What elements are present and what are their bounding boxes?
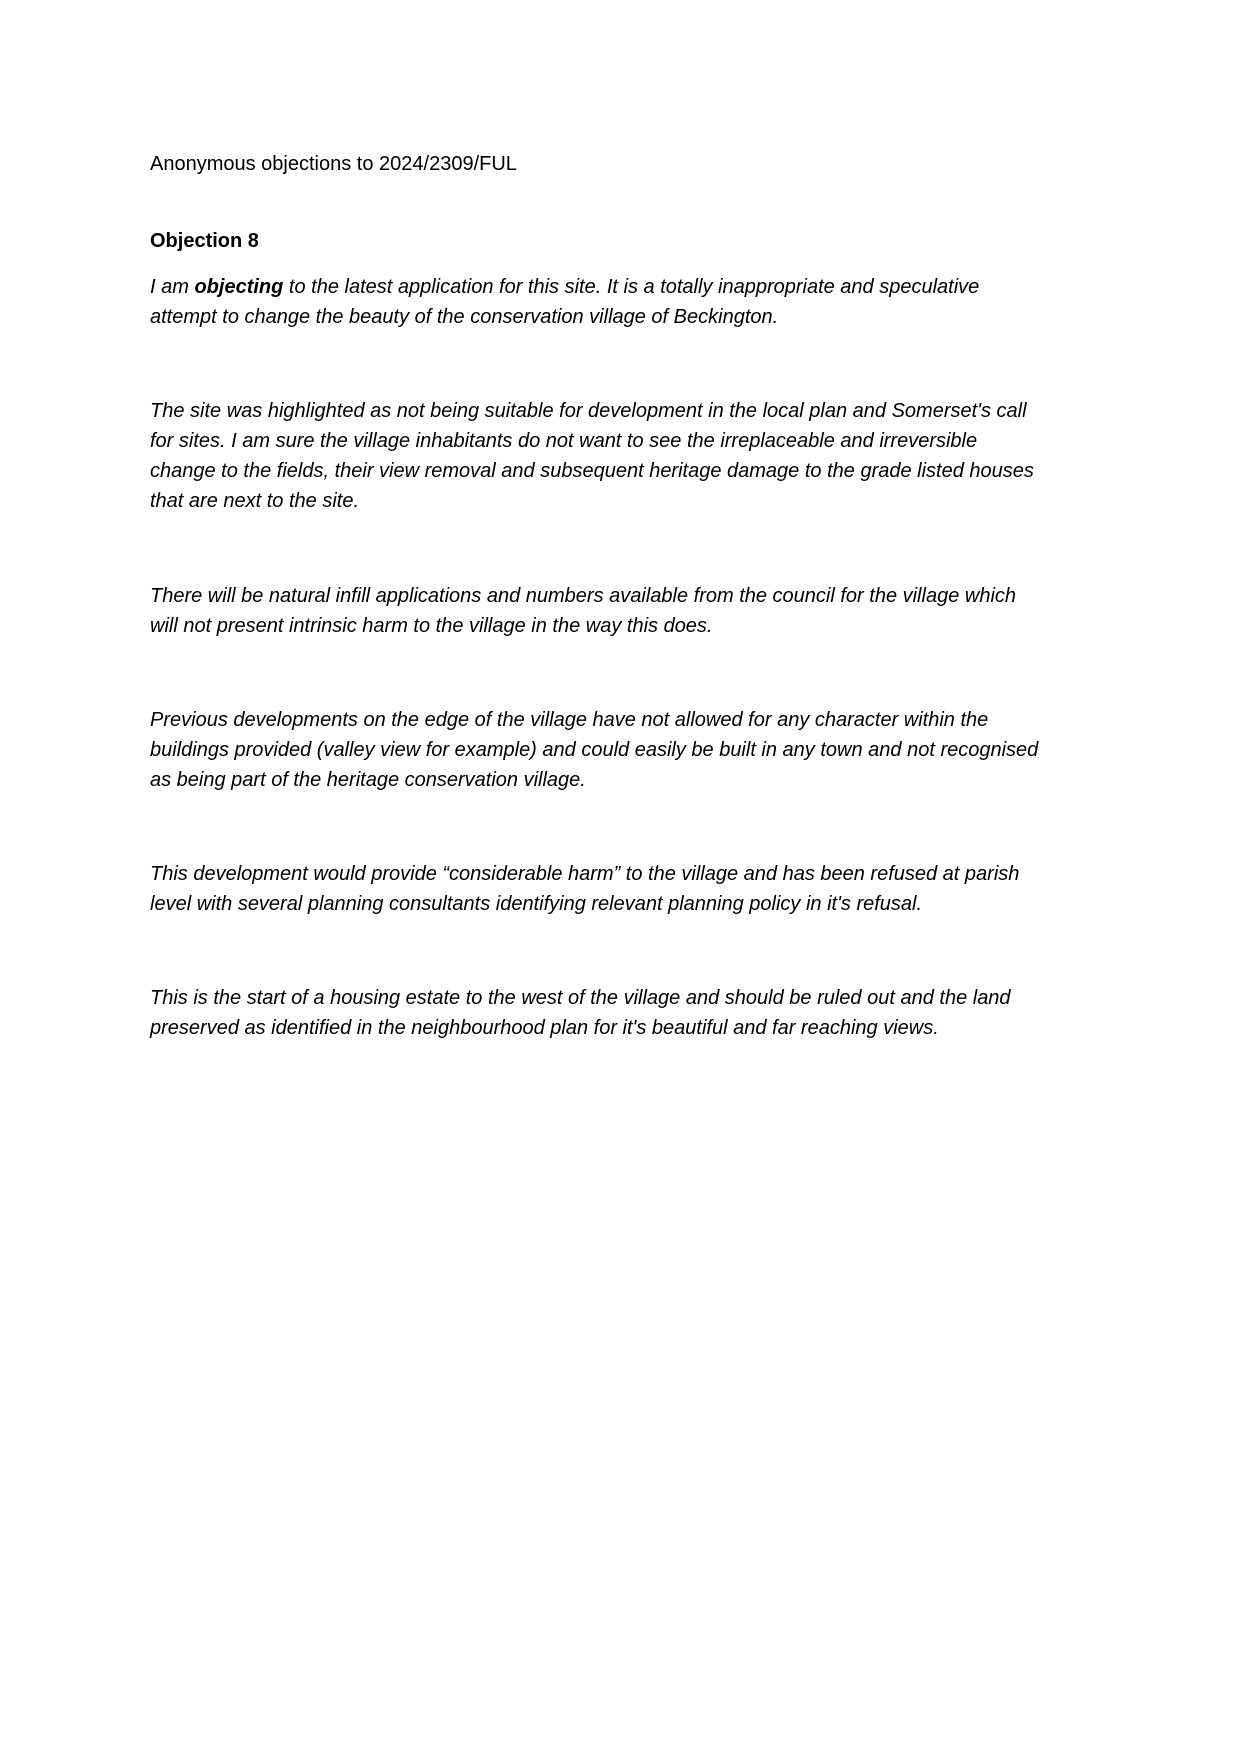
paragraph-line: as being part of the heritage conservation village. — [150, 769, 586, 791]
paragraph-line: that are next to the site. — [150, 490, 360, 512]
objection-heading: Objection 8 — [150, 230, 259, 252]
objection-paragraph-2 — [150, 396, 1110, 516]
emphasis-objecting: objecting — [194, 276, 284, 298]
paragraph-line: will not present intrinsic harm to the village in the way this does. — [150, 615, 713, 637]
objection-paragraph-4 — [150, 705, 1110, 795]
paragraph-line: change to the fields, their view removal and subsequent heritage damage to the grade listed houses — [150, 460, 1034, 482]
paragraph-line: The site was highlighted as not being suitable for development in the local plan and Somerset's call — [150, 400, 1027, 422]
paragraph-line: There will be natural infill applications and numbers available from the council for the village which — [150, 585, 1017, 607]
paragraph-line: attempt to change the beauty of the conservation village of Beckington. — [150, 306, 779, 328]
paragraph-line: Previous developments on the edge of the village have not allowed for any character within the — [150, 709, 989, 731]
line-suffix: to the latest application for this site. It is a totally inappropriate and speculative — [283, 276, 980, 298]
document-title: Anonymous objections to 2024/2309/FUL — [150, 153, 517, 175]
paragraph-line: preserved as identified in the neighbourhood plan for it's beautiful and far reaching views. — [150, 1017, 939, 1039]
objection-paragraph-3 — [150, 581, 1110, 641]
objection-paragraph-5 — [150, 859, 1110, 919]
paragraph-line: This is the start of a housing estate to the west of the village and should be ruled out and the land — [150, 987, 1011, 1009]
paragraph-line: for sites. I am sure the village inhabitants do not want to see the irreplaceable and irreversible — [150, 430, 978, 452]
paragraph-line: level with several planning consultants identifying relevant planning policy in it's refusal. — [150, 893, 923, 915]
objection-paragraph-6 — [150, 983, 1110, 1043]
line-prefix: I am — [150, 276, 195, 298]
paragraph-line: This development would provide “considerable harm” to the village and has been refused at parish — [150, 863, 1020, 885]
paragraph-line — [150, 272, 1110, 302]
objection-paragraph-1 — [150, 272, 1110, 332]
paragraph-line: buildings provided (valley view for example) and could easily be built in any town and not recognised — [150, 739, 1039, 761]
